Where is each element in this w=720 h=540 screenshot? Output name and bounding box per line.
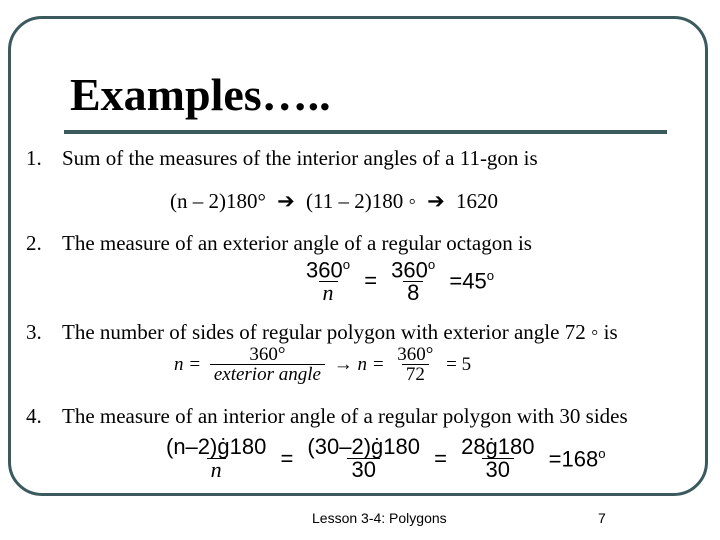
list-item (26, 233, 532, 254)
degree-icon: o (342, 257, 351, 272)
list-item (26, 148, 538, 169)
fraction (387, 258, 439, 304)
item-number: 4. (26, 404, 42, 428)
formula-interior-angle (160, 436, 608, 481)
numerator: 28ġ180 (461, 434, 535, 459)
equals-sign: = (364, 268, 378, 294)
degree-icon: o (486, 268, 495, 284)
degree-icon: o (598, 445, 606, 461)
numerator: 360° (397, 344, 434, 365)
arrow-icon: ➔ (427, 189, 445, 213)
numerator: 360° (249, 344, 286, 365)
item-text: The number of sides of regular polygon with exterior angle 72 ◦ is (62, 320, 618, 344)
formula-term: (11 – 2)180 ◦ (306, 189, 416, 213)
footer-lesson-title: Lesson 3-4: Polygons (312, 510, 447, 526)
fraction (457, 436, 538, 481)
item-text: Sum of the measures of the interior angles of a 11-gon is (62, 146, 538, 170)
numerator: 360 (391, 257, 428, 283)
slide-title: Examples….. (70, 69, 331, 120)
fraction (302, 258, 354, 304)
formula-result: = 5 (446, 354, 472, 375)
denominator: exterior angle (210, 364, 325, 384)
equals-sign: = (434, 445, 447, 471)
denominator: 30 (482, 458, 514, 481)
list-item (26, 322, 618, 343)
degree-icon: o (427, 257, 436, 272)
numerator: (n–2)ġ180 (166, 434, 267, 459)
formula-result: =45 (449, 268, 487, 294)
equals-sign: = (280, 445, 294, 471)
formula-lhs: n = (174, 354, 202, 375)
item-number: 3. (26, 320, 42, 344)
fraction (393, 345, 437, 384)
item-number: 1. (26, 146, 42, 170)
fraction (210, 345, 325, 384)
formula-result: 1620 (456, 189, 499, 213)
item-text: The measure of an exterior angle of a regular octagon is (62, 231, 532, 255)
footer-page-number: 7 (598, 510, 606, 526)
formula-mid: → n = (333, 354, 385, 375)
fraction (303, 436, 424, 481)
denominator: n (207, 458, 226, 481)
formula-result: =168 (548, 446, 599, 472)
fraction (162, 436, 270, 481)
formula-exterior-angle (300, 258, 496, 304)
denominator: 8 (403, 281, 423, 304)
formula-number-of-sides (172, 345, 473, 384)
denominator: 30 (347, 458, 379, 481)
numerator: (30–2)ġ180 (307, 434, 420, 459)
numerator: 360 (306, 257, 343, 283)
item-text: The measure of an interior angle of a regular polygon with 30 sides (62, 404, 628, 428)
formula-interior-sum (170, 191, 498, 212)
title-underline (64, 130, 667, 134)
denominator: n (319, 281, 338, 304)
arrow-icon: ➔ (277, 189, 295, 213)
list-item (26, 406, 628, 427)
denominator: 72 (402, 364, 429, 384)
item-number: 2. (26, 231, 42, 255)
formula-term: (n – 2)180° (170, 189, 266, 213)
